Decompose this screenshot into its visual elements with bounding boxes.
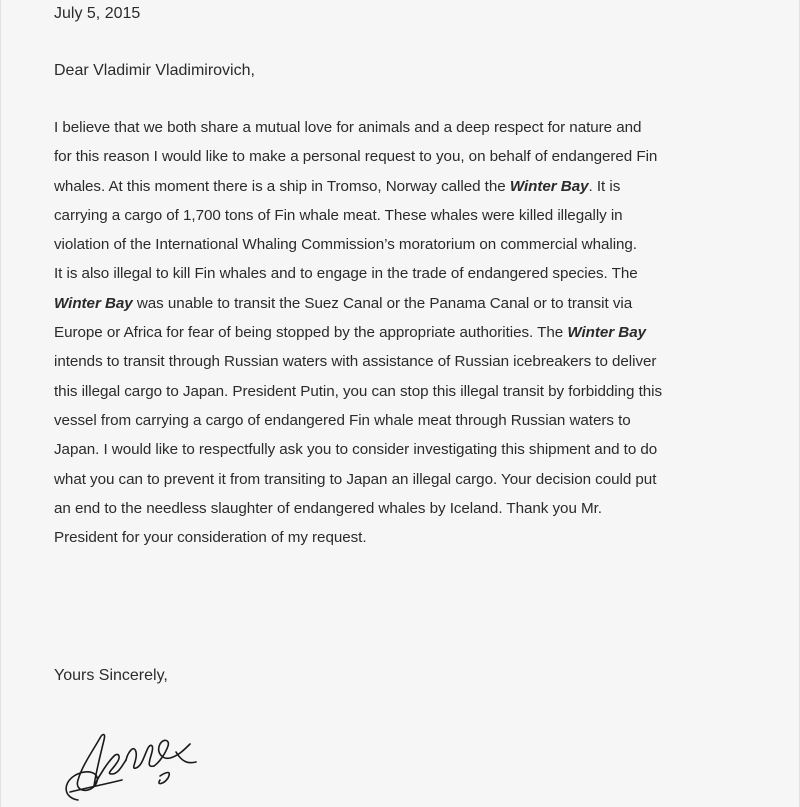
- body-line: [54, 259, 779, 288]
- ship-name: Winter Bay: [567, 324, 647, 342]
- body-text-segment: . It is: [588, 177, 621, 195]
- letter-body: [54, 113, 779, 552]
- body-line: [54, 318, 779, 347]
- body-line: [54, 494, 779, 523]
- body-line: [54, 201, 779, 230]
- body-line: [54, 465, 779, 494]
- signature-icon: [56, 722, 206, 807]
- body-text-segment: whales. At this moment there is a ship in Tromso, Norway called the: [54, 177, 510, 195]
- body-line: [54, 113, 779, 142]
- body-text-segment: carrying a cargo of 1,700 tons of Fin whale meat. These whales were killed illegally in: [54, 206, 623, 224]
- body-text-segment: vessel from carrying a cargo of endangered Fin whale meat through Russian waters to: [54, 411, 631, 429]
- body-text-segment: for this reason I would like to make a personal request to you, on behalf of endangered Fin: [54, 148, 658, 166]
- body-text-segment: intends to transit through Russian waters with assistance of Russian icebreakers to deliver: [54, 353, 657, 371]
- body-text-segment: this illegal cargo to Japan. President Putin, you can stop this illegal transit by forbidding this: [54, 382, 663, 400]
- body-text-segment: what you can to prevent it from transiting to Japan an illegal cargo. Your decision could put: [54, 470, 657, 488]
- body-text-segment: I believe that we both share a mutual love for animals and a deep respect for nature and: [54, 119, 642, 136]
- body-text-segment: Europe or Africa for fear of being stopped by the appropriate authorities. The: [54, 324, 568, 342]
- body-line: [54, 435, 779, 464]
- body-text-segment: violation of the International Whaling Commission’s moratorium on commercial whaling.: [54, 236, 637, 254]
- body-line: [54, 230, 779, 259]
- ship-name: Winter Bay: [54, 294, 133, 312]
- body-line: [54, 406, 779, 435]
- letter-closing: Yours Sincerely,: [54, 667, 168, 684]
- body-line: [54, 523, 779, 552]
- body-line: [54, 347, 779, 376]
- ship-name: Winter Bay: [509, 177, 589, 195]
- body-line: [54, 172, 779, 201]
- letter-salutation: Dear Vladimir Vladimirovich,: [54, 62, 255, 79]
- body-text-segment: an end to the needless slaughter of endangered whales by Iceland. Thank you Mr.: [54, 499, 602, 517]
- body-text-segment: President for your consideration of my request.: [54, 529, 367, 547]
- body-line: [54, 289, 779, 318]
- body-text-segment: It is also illegal to kill Fin whales and to engage in the trade of endangered species. The: [54, 265, 638, 283]
- body-line: [54, 142, 779, 171]
- letter-date: July 5, 2015: [54, 5, 141, 22]
- body-text-segment: was unable to transit the Suez Canal or the Panama Canal or to transit via: [132, 294, 633, 312]
- body-text-segment: Japan. I would like to respectfully ask you to consider investigating this shipment and to do: [54, 441, 658, 459]
- body-line: [54, 377, 779, 406]
